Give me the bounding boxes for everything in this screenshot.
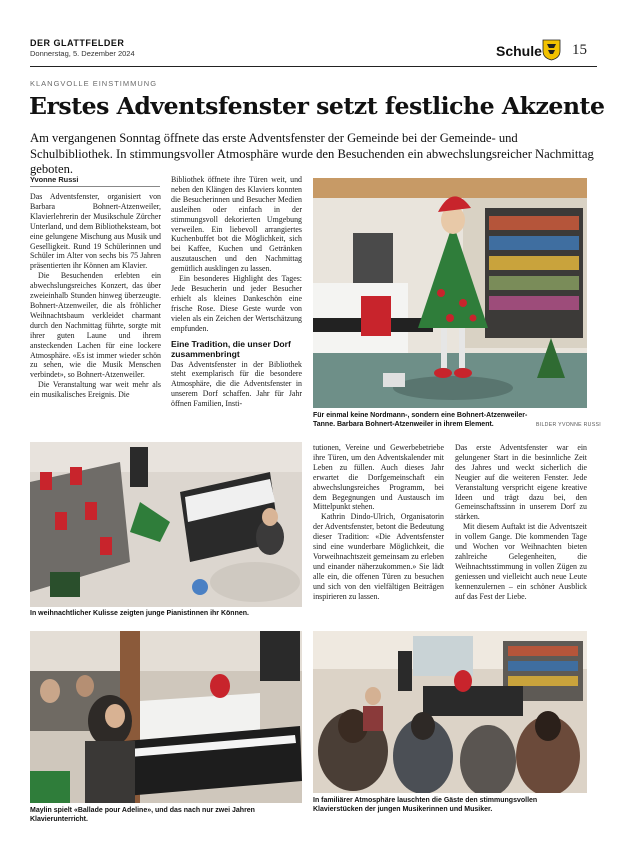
paragraph: Das Adventsfenster, organisiert von Barbara Bohnert-Atzenweiler, Klavierlehrerin der Musikschule Zürcher Unterland, und dem Bibliotheksteam, bot eine gelungene Mischung aus Musik und Geselligkeit. Rund 19 Schülerinnen und Schüler im Alter von sechs bis 75 Jahren präsentierten ihr Können am Klavier. (30, 192, 161, 271)
caption-middle-photo: In weihnachtlicher Kulisse zeigten junge Pianistinnen ihr Können. (30, 610, 249, 617)
paragraph: Bibliothek öffnete ihre Türen weit, und neben den Klängen des Klaviers konnten die Besucherinnen und Besucher Medien ausleihen oder einfach in der stimmungsvoll dekorierten Umgebung verweilen. Ein liebevoll arrangiertes Kuchenbuffet bot die Möglichkeit, sich bei Kaffee, Kuchen und Getränken auszutauschen und den Nachmittag gemütlich ausklingen zu lassen. (171, 175, 302, 274)
photo-audience (313, 631, 587, 793)
article-column-1 (30, 192, 161, 400)
page-number: 15 (572, 42, 587, 58)
paragraph: Die Besuchenden erlebten ein abwechslungsreiches Konzert, das über zweieinhalb Stunden hinweg überzeugte. Bohnert-Atzenweiler, die als fröhlicher Weihnachtsbaum verkleidet charmant durch den Nachmittag führte, sorgte mit ihrer guten Laune und ihrem ansteckenden Lachen für eine lockere Atmosphäre. «Es ist immer wieder schön zu sehen, wie die Musik Menschen verbindet», so Bohnert-Atzenweiler. (30, 271, 161, 380)
section-name: Schule (496, 43, 542, 59)
header-rule (30, 66, 597, 67)
masthead (30, 38, 135, 58)
byline: Yvonne Russi (30, 175, 79, 184)
caption-bottom-right: In familiärer Atmosphäre lauschten die Gäste den stimmungsvollen Klavierstücken der jungen Musikerinnen und Musiker. (313, 797, 538, 813)
issue-date: Donnerstag, 5. Dezember 2024 (30, 49, 135, 58)
coat-of-arms-icon (542, 39, 561, 61)
article-column-3 (313, 443, 444, 602)
caption-bottom-left: Maylin spielt «Ballade pour Adeline», und das nach nur zwei Jahren Klavierunterricht. (30, 807, 255, 823)
paragraph: Mit diesem Auftakt ist die Adventszeit in vollem Gange. Die kommenden Tage und Wochen vor Weihnachten bieten zahlreiche Gelegenheiten, die Weihnachtsstimmung in vollen Zügen zu geniessen und vielleicht auch neue Leute kennenzulernen – ein schöner Ausblick auf das Fest der Liebe. (455, 522, 587, 601)
byline-rule (30, 186, 160, 187)
paper-name: DER GLATTFELDER (30, 38, 125, 48)
caption-top-photo: Für einmal keine Nordmann-, sondern eine Bohnert-Atzenweiler-Tanne. Barbara Bohnert-Atzenweiler in ihrem Element. (313, 412, 528, 428)
paragraph: tutionen, Vereine und Gewerbebetriebe ihre Türen, um den Adventskalender mit Leben zu füllen. Auch dieses Jahr erwartet die Dorfgemeinschaft ein abwechslungsreiches Programm, bei dem Begegnungen und Austausch im Mittelpunkt stehen. (313, 443, 444, 512)
paragraph: Das Adventsfenster in der Bibliothek steht exemplarisch für die besondere Atmosphäre, die die Adventsfenster in unserem Dorf schaffen. Jahr für Jahr öffnen Familien, Insti- (171, 359, 302, 409)
photo-christmas-tree-costume (313, 178, 587, 408)
lead-paragraph: Am vergangenen Sonntag öffnete das erste Adventsfenster der Gemeinde bei der Gemeinde- und Schulbibliothek. In stimmungsvoller Atmosphäre wurde den Besuchenden ein abwechslungsreicher Nachmittag geboten. (30, 131, 594, 176)
kicker: KLANGVOLLE EINSTIMMUNG (30, 79, 158, 88)
photo-young-pianists (30, 442, 302, 607)
paragraph: Die Veranstaltung war weit mehr als ein musikalisches Ereignis. Die (30, 380, 161, 400)
subheading: Eine Tradition, die unser Dorf zusammenbringt (171, 338, 291, 359)
article-column-2 (171, 175, 302, 409)
paragraph: Ein besonderes Highlight des Tages: Jede Besucherin und jeder Besucher erhielt als kleines Dankeschön eine frische Rose. Diese Geste wurde von vielen als ein Zeichen der Wertschätzung empfunden. (171, 274, 302, 333)
article-column-4 (455, 443, 587, 602)
photo-maylin-piano (30, 631, 302, 803)
headline: Erstes Adventsfenster setzt festliche Akzente (29, 92, 605, 120)
paragraph: Kathrin Dindo-Ulrich, Organisatorin der Adventsfenster, betont die Bedeutung dieser Tradition: «Die Adventsfenster sind eine wunderbare Möglichkeit, die Vorweihnachtszeit gemeinsam zu erleben und einander näherzukommen.» Sie lädt alle ein, die offenen Türen zu besuchen und sich von den vielfältigen Beiträgen inspirieren zu lassen. (313, 512, 444, 601)
photo-credit: BILDER YVONNE RUSSI (536, 422, 601, 428)
paragraph: Das erste Adventsfenster war ein gelungener Start in die besinnliche Zeit des Jahres und weckt sicherlich die Neugier auf die weiteren Fenster. Jede Veranstaltung verspricht eigene kreative Ideen und trägt dazu bei, den Gemeinschaftssinn in unserem Dorf zu stärken. (455, 443, 587, 522)
